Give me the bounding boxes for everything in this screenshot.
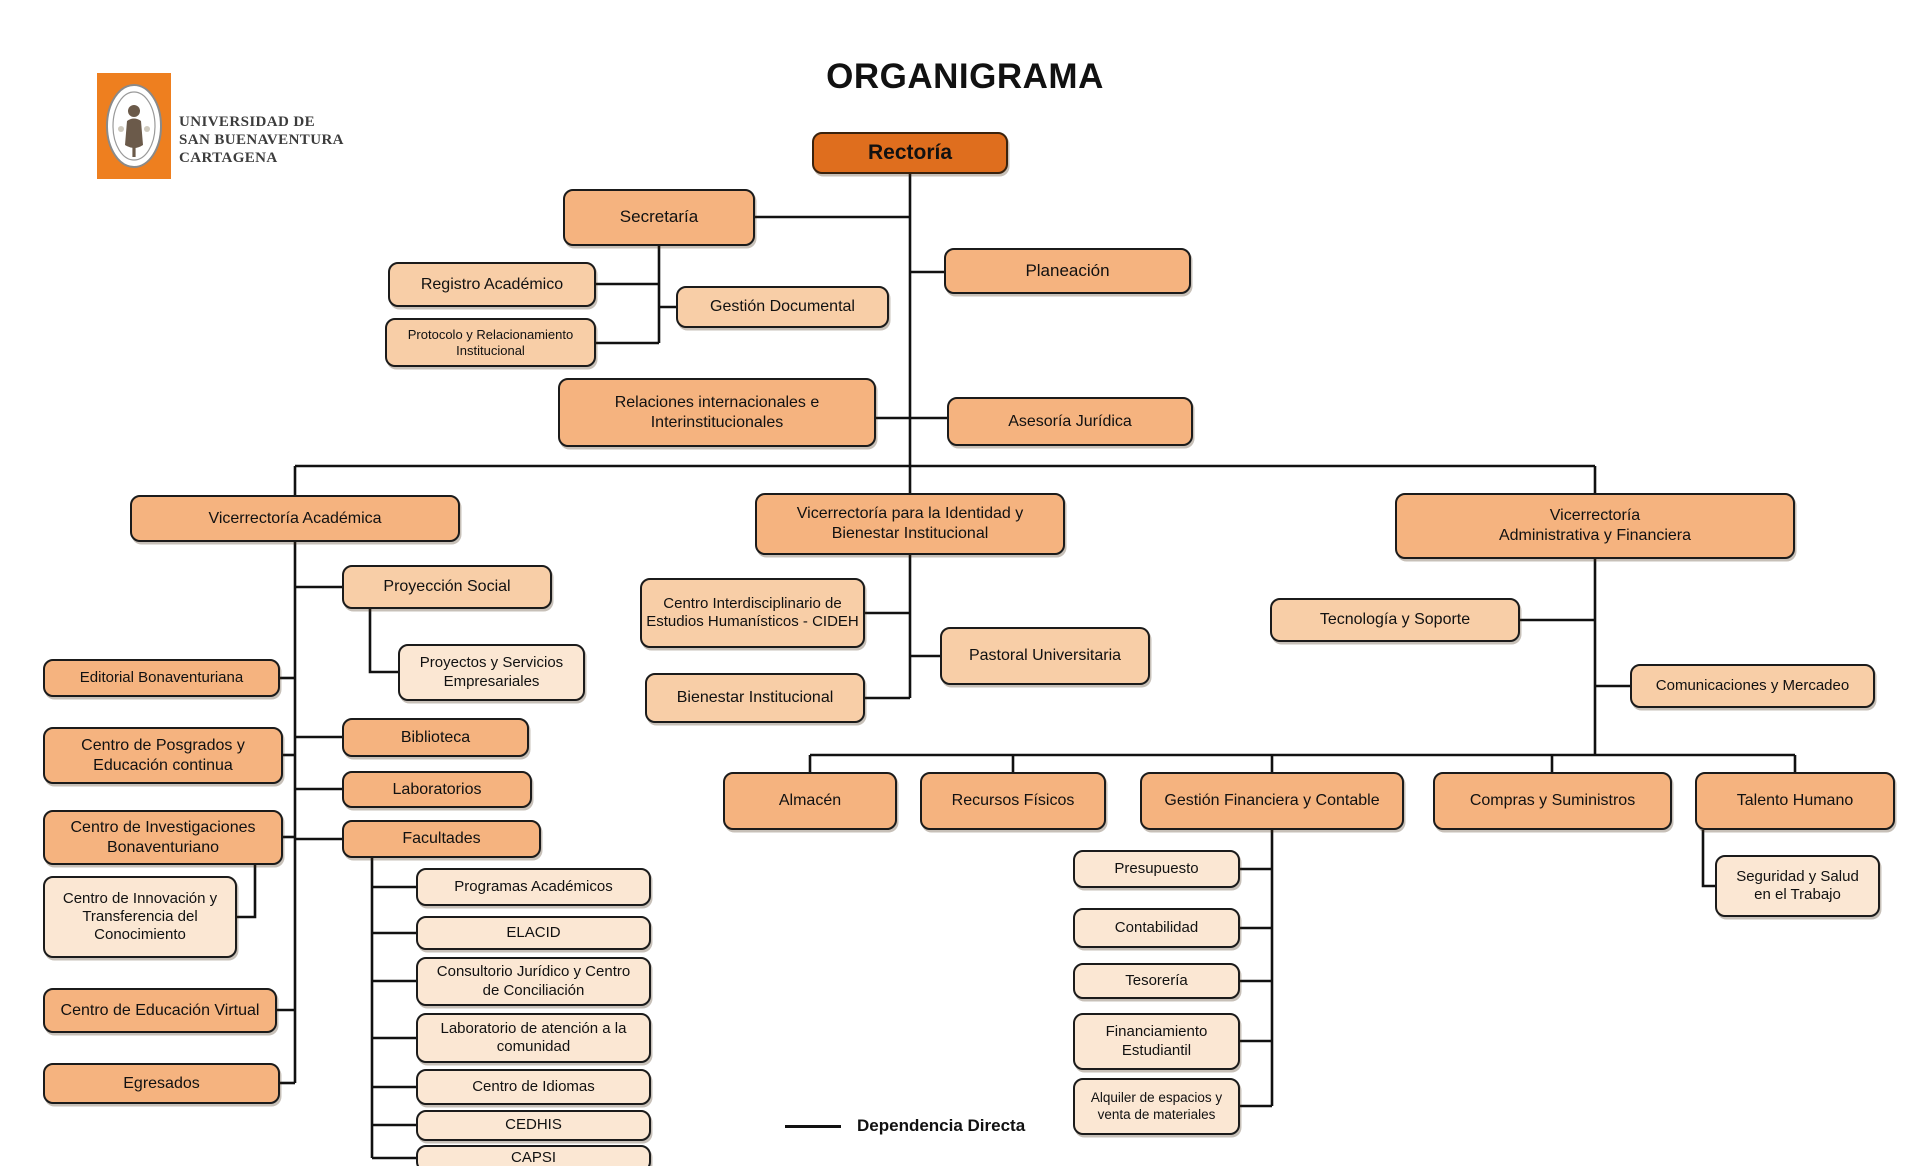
org-node-label: Laboratorios — [392, 780, 482, 798]
org-node-label: Seguridad y Salud — [1736, 867, 1859, 885]
org-node-pastoral — [940, 627, 1150, 685]
franciscan-seal-icon — [97, 73, 171, 179]
org-node-proyeccion — [342, 565, 552, 609]
org-node-label: Relaciones internacionales e — [614, 393, 820, 411]
org-node-label: Protocolo y Relacionamiento — [407, 326, 574, 342]
connector — [237, 865, 255, 917]
legend-label: Dependencia Directa — [857, 1116, 1026, 1135]
org-node-label: Gestión Documental — [710, 298, 855, 316]
org-node-presupuesto — [1073, 850, 1240, 888]
org-node-talento — [1695, 772, 1895, 830]
org-node-label: Gestión Financiera y Contable — [1164, 792, 1380, 810]
org-node-label: Consultorio Jurídico y Centro — [436, 963, 631, 981]
org-node-editorial — [43, 659, 280, 697]
org-node-label: Planeación — [1025, 260, 1110, 280]
org-node-label: Centro de Idiomas — [472, 1077, 595, 1095]
university-name-line3: CARTAGENA — [179, 150, 278, 166]
org-node-compras — [1433, 772, 1672, 830]
org-node-investigaciones — [43, 810, 283, 865]
university-logo — [97, 73, 344, 179]
org-node-label: Proyección Social — [383, 578, 511, 596]
org-node-relaciones — [558, 378, 876, 447]
org-node-gestion_fin — [1140, 772, 1404, 830]
org-node-planeacion — [944, 248, 1191, 294]
org-node-facultades — [342, 820, 541, 858]
org-node-lab_atencion — [416, 1013, 651, 1063]
org-node-financiamiento — [1073, 1013, 1240, 1070]
org-node-label: Interinstitucionales — [650, 413, 784, 431]
org-node-label: Educación continua — [93, 756, 233, 774]
org-node-edu_virtual — [43, 988, 277, 1033]
org-node-label: Bienestar Institucional — [676, 689, 834, 707]
org-node-label: CAPSI — [510, 1149, 556, 1166]
legend — [785, 1116, 1025, 1136]
org-node-contabilidad — [1073, 908, 1240, 948]
org-node-label: en el Trabajo — [1754, 886, 1841, 903]
org-node-label: Asesoría Jurídica — [1008, 412, 1132, 430]
connector — [1703, 830, 1715, 886]
org-node-label: Presupuesto — [1114, 859, 1199, 877]
org-node-label: Laboratorio de atención a la — [440, 1019, 627, 1037]
org-node-egresados — [43, 1063, 280, 1104]
university-name-line2: SAN BUENAVENTURA — [179, 132, 344, 148]
org-node-label: Transferencia del — [82, 907, 198, 925]
org-node-label: Bienestar Institucional — [831, 525, 989, 542]
org-node-label: Almacén — [778, 792, 842, 810]
org-node-rectoria — [812, 132, 1008, 174]
org-node-recursos — [920, 772, 1106, 830]
connector — [370, 609, 398, 672]
org-node-label: Talento Humano — [1736, 792, 1854, 810]
org-node-asesoria — [947, 397, 1193, 446]
org-node-label: Comunicaciones y Mercadeo — [1655, 676, 1850, 694]
org-node-label: Centro de Educación Virtual — [60, 1001, 260, 1019]
org-node-innovacion — [43, 876, 237, 958]
org-node-label: Egresados — [123, 1074, 200, 1092]
org-node-seguridad — [1715, 855, 1880, 917]
org-node-label: Conocimiento — [94, 926, 186, 944]
org-node-vice_admin — [1395, 493, 1795, 559]
org-node-programas — [416, 868, 651, 906]
org-node-capsi — [416, 1145, 651, 1166]
org-node-label: Centro de Innovación y — [62, 889, 218, 907]
org-node-label: Centro Interdisciplinario de — [663, 594, 842, 612]
org-node-label: Centro de Posgrados y — [81, 736, 245, 754]
org-node-protocolo — [385, 318, 596, 367]
org-node-label: Estudios Humanísticos - CIDEH — [646, 613, 859, 630]
org-node-vice_acad — [130, 495, 460, 542]
org-node-label: Secretaría — [619, 207, 699, 227]
legend-line-icon — [785, 1125, 841, 1128]
org-node-elacid — [416, 916, 651, 950]
org-node-bienestar — [645, 673, 865, 723]
org-node-label: Bonaventuriano — [106, 838, 220, 856]
org-node-alquiler — [1073, 1078, 1240, 1135]
org-node-label: CEDHIS — [505, 1116, 562, 1134]
org-node-label: Vicerrectoría para la Identidad y — [796, 505, 1024, 523]
org-node-label: Administrativa y Financiera — [1498, 527, 1692, 544]
org-node-label: Tesorería — [1125, 971, 1188, 989]
org-node-cideh — [640, 578, 865, 648]
university-name — [179, 113, 344, 167]
org-node-label: Proyectos y Servicios — [419, 654, 564, 672]
org-node-label: Registro Académico — [420, 275, 564, 293]
org-node-label: Recursos Físicos — [951, 792, 1075, 810]
org-node-consultorio — [416, 957, 651, 1006]
org-node-almacen — [723, 772, 897, 830]
org-node-label: Estudiantil — [1121, 1041, 1192, 1059]
org-node-label: Empresariales — [443, 672, 540, 690]
org-node-tesoreria — [1073, 963, 1240, 999]
org-node-label: Contabilidad — [1114, 918, 1199, 936]
org-node-label: Pastoral Universitaria — [968, 647, 1122, 665]
org-node-label: Biblioteca — [400, 728, 471, 746]
university-name-line1: UNIVERSIDAD DE — [179, 114, 316, 130]
org-node-posgrados — [43, 727, 283, 784]
org-node-label: Compras y Suministros — [1469, 792, 1636, 810]
org-node-label: Vicerrectoría — [1549, 507, 1641, 525]
org-node-biblioteca — [342, 718, 529, 757]
org-node-registro — [388, 262, 596, 307]
org-node-secretaria — [563, 189, 755, 246]
org-node-vice_ident — [755, 493, 1065, 555]
org-node-label: Financiamiento — [1105, 1023, 1208, 1041]
org-node-label: Centro de Investigaciones — [70, 818, 256, 836]
org-node-label: Vicerrectoría Académica — [208, 509, 382, 527]
org-node-gestion_doc — [676, 286, 889, 328]
org-node-idiomas — [416, 1069, 651, 1105]
org-node-label: Tecnología y Soporte — [1319, 611, 1471, 629]
org-node-cedhis — [416, 1110, 651, 1141]
org-node-label: ELACID — [506, 923, 561, 941]
org-node-label: Institucional — [456, 342, 525, 358]
org-node-laboratorios — [342, 771, 532, 808]
org-node-label: Rectoría — [867, 141, 953, 165]
org-node-label: venta de materiales — [1097, 1106, 1216, 1122]
org-node-label: Programas Académicos — [454, 877, 613, 895]
org-node-label: Facultades — [402, 830, 481, 848]
page-title: ORGANIGRAMA — [826, 57, 1104, 96]
org-node-comunicaciones — [1630, 664, 1875, 708]
org-node-tecnologia — [1270, 598, 1520, 642]
org-node-label: de Conciliación — [482, 981, 585, 999]
org-node-proyectos_serv — [398, 644, 585, 701]
org-node-label: comunidad — [496, 1038, 571, 1055]
org-node-label: Editorial Bonaventuriana — [79, 668, 244, 686]
org-node-label: Alquiler de espacios y — [1090, 1090, 1223, 1106]
